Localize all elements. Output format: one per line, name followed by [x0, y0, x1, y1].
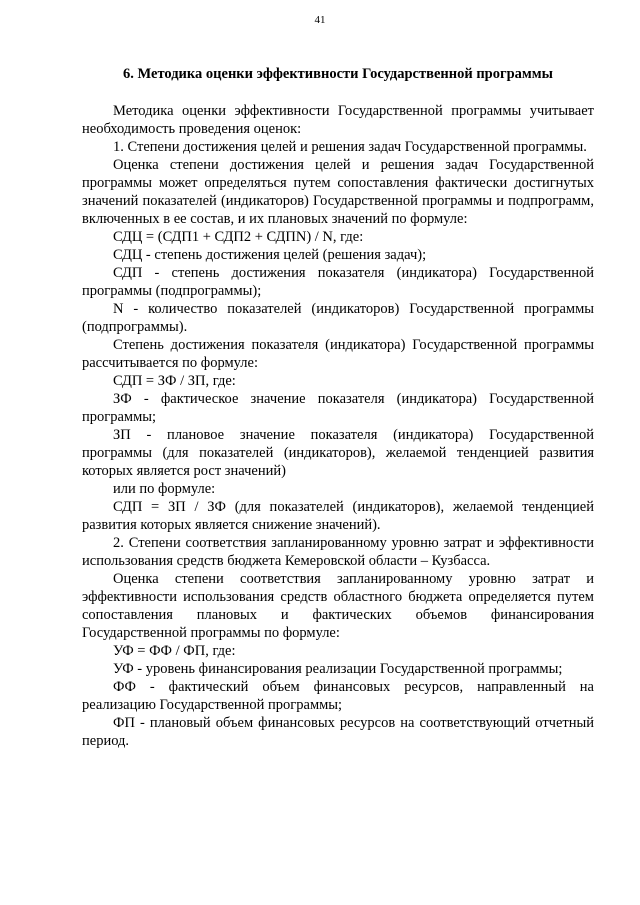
definition-line: ЗФ - фактическое значение показателя (индикатора) Государственной программы;	[82, 391, 594, 425]
paragraph: Оценка степени соответствия запланированному уровню затрат и эффективности использования средств областного бюджета определяется путем сопоставления плановых и фактических объемов финансирования Государственной программы по формуле:	[82, 571, 594, 641]
definition-line: N - количество показателей (индикаторов) Государственной программы (подпрограммы).	[82, 301, 594, 335]
paragraph: Оценка степени достижения целей и решения задач Государственной программы может определяться путем сопоставления фактически достигнутых значений показателей (индикаторов) Государственной программы и подпрограмм, включенных в ее состав, и их плановых значений по формуле:	[82, 157, 594, 227]
page-number: 41	[314, 14, 326, 26]
formula-line: СДЦ = (СДП1 + СДП2 + СДПN) / N, где:	[113, 229, 364, 245]
paragraph: 1. Степени достижения целей и решения задач Государственной программы.	[113, 139, 587, 155]
paragraph: Методика оценки эффективности Государственной программы учитывает необходимость проведения оценок:	[82, 103, 594, 137]
paragraph: 2. Степени соответствия запланированному уровню затрат и эффективности использования средств бюджета Кемеровской области – Кузбасса.	[82, 535, 594, 569]
definition-line: ЗП - плановое значение показателя (индикатора) Государственной программы (для показателей (индикаторов), желаемой тенденцией развития которых является рост значений)	[82, 427, 594, 479]
formula-line: СДП = ЗФ / ЗП, где:	[113, 373, 236, 389]
formula-line: СДП = ЗП / ЗФ (для показателей (индикаторов), желаемой тенденцией развития которых является снижение значений).	[82, 499, 594, 533]
definition-line: СДЦ - степень достижения целей (решения задач);	[113, 247, 427, 263]
definition-line: УФ - уровень финансирования реализации Государственной программы;	[113, 661, 563, 677]
section-title: 6. Методика оценки эффективности Государственной программы	[123, 66, 553, 82]
paragraph: или по формуле:	[113, 481, 216, 497]
paragraph: Степень достижения показателя (индикатора) Государственной программы рассчитывается по формуле:	[82, 337, 594, 371]
definition-line: ФФ - фактический объем финансовых ресурсов, направленный на реализацию Государственной программы;	[82, 679, 594, 713]
formula-line: УФ = ФФ / ФП, где:	[113, 643, 236, 659]
definition-line: СДП - степень достижения показателя (индикатора) Государственной программы (подпрограммы);	[82, 265, 594, 299]
definition-line: ФП - плановый объем финансовых ресурсов на соответствующий отчетный период.	[82, 715, 594, 749]
document-body	[82, 102, 594, 750]
